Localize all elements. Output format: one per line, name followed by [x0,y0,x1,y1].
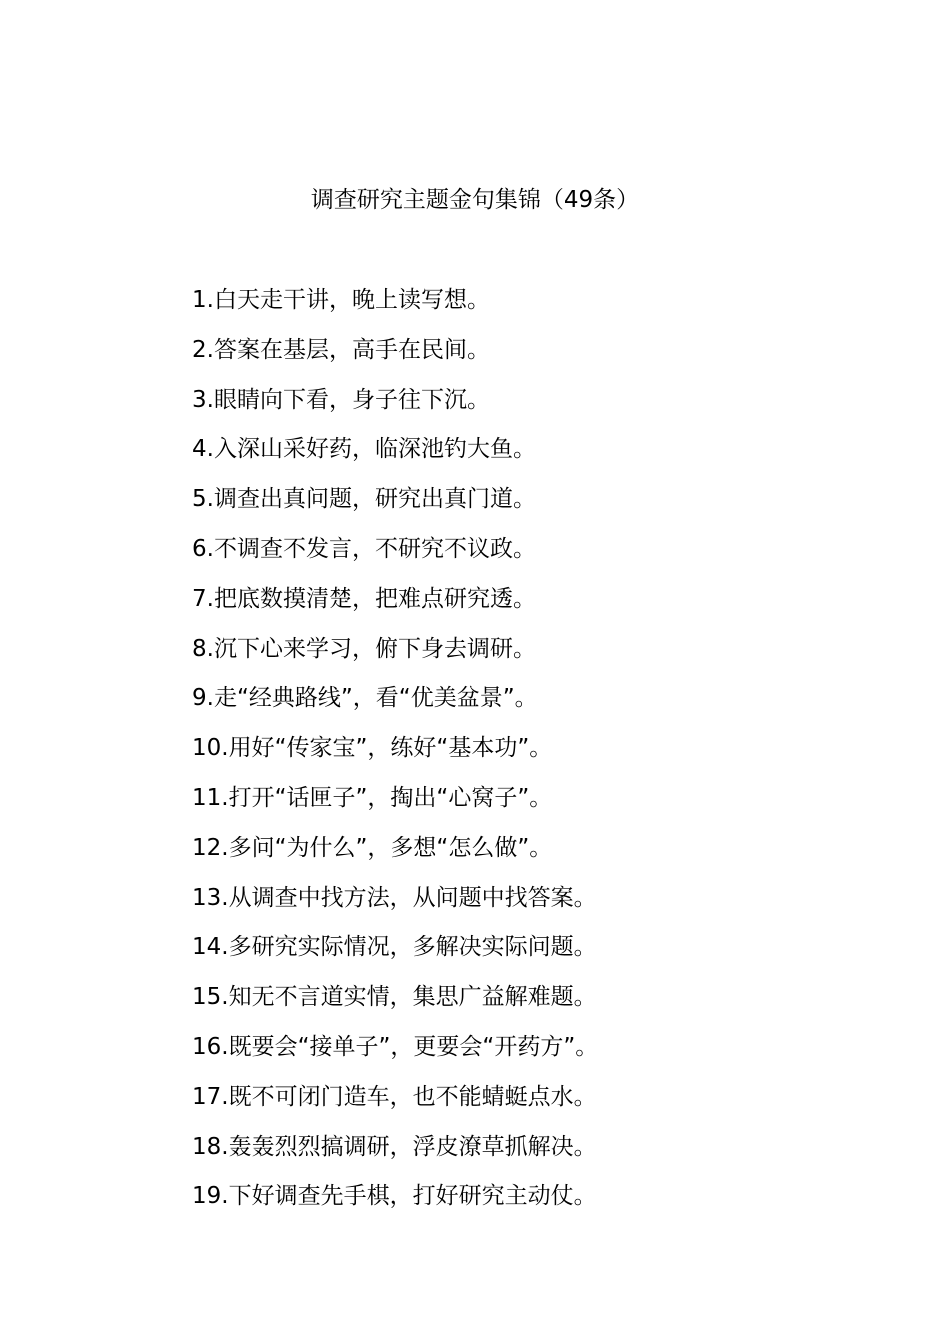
quote-item-12: 12.多问“为什么”，多想“怎么做”。 [192,834,553,861]
document-title: 调查研究主题金句集锦（49条） [310,187,640,213]
quote-item-8: 8.沉下心来学习，俯下身去调研。 [192,635,536,662]
quote-item-9: 9.走“经典路线”，看“优美盆景”。 [192,685,538,712]
quote-item-17: 17.既不可闭门造车，也不能蜻蜓点水。 [192,1083,597,1110]
quote-item-5: 5.调查出真问题，研究出真门道。 [192,486,536,513]
quote-item-4: 4.入深山采好药，临深池钓大鱼。 [192,436,536,463]
quote-item-14: 14.多研究实际情况，多解决实际问题。 [192,934,597,961]
quote-item-19: 19.下好调查先手棋，打好研究主动仗。 [192,1183,597,1210]
quote-item-6: 6.不调查不发言，不研究不议政。 [192,535,536,562]
quote-item-1: 1.白天走干讲，晚上读写想。 [192,287,490,313]
quote-item-18: 18.轰轰烈烈搞调研，浮皮潦草抓解决。 [192,1133,597,1160]
quote-item-11: 11.打开“话匣子”，掏出“心窝子”。 [192,784,553,811]
quote-item-15: 15.知无不言道实情，集思广益解难题。 [192,984,597,1011]
quote-item-10: 10.用好“传家宝”，练好“基本功”。 [192,735,553,762]
quote-item-3: 3.眼睛向下看，身子往下沉。 [192,386,490,413]
quote-list [192,282,892,1228]
quote-item-16: 16.既要会“接单子”，更要会“开药方”。 [192,1033,599,1060]
quote-item-13: 13.从调查中找方法，从问题中找答案。 [192,884,597,911]
quote-item-2: 2.答案在基层，高手在民间。 [192,336,490,363]
quote-item-7: 7.把底数摸清楚，把难点研究透。 [192,585,536,612]
